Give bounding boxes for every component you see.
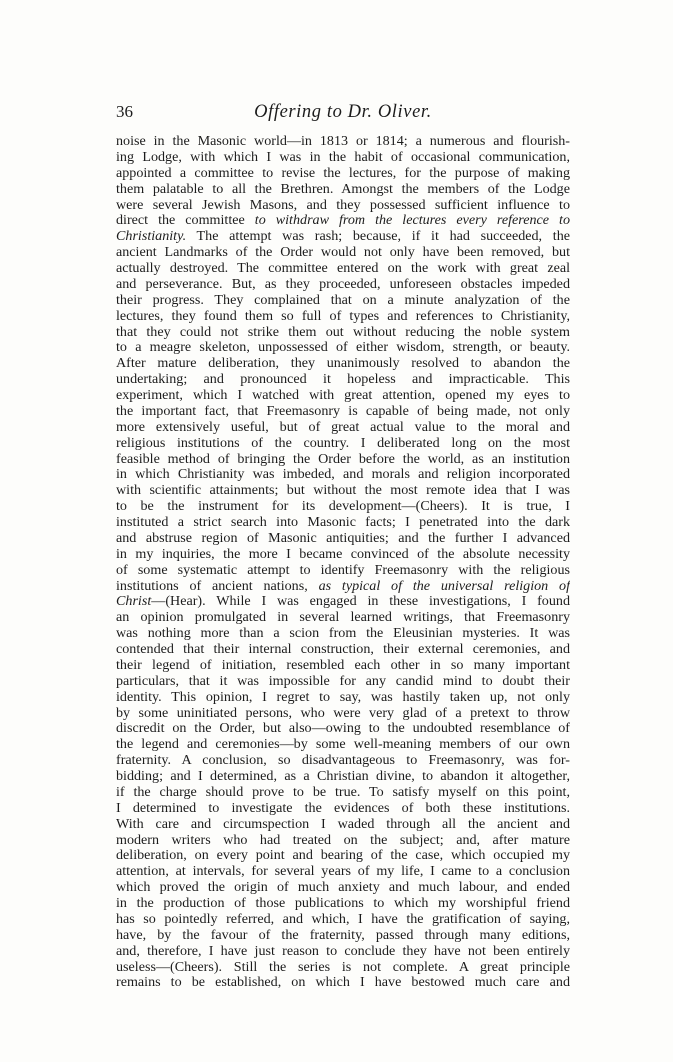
text-line — [116, 436, 570, 452]
text-run: fraternity. A conclusion, so disadvantageous to Freemasonry, was for- — [116, 753, 570, 769]
text-line — [116, 404, 570, 420]
text-run: the important fact, that Freemasonry is capable of being made, not only — [116, 403, 570, 419]
text-line — [116, 452, 570, 468]
text-line — [116, 515, 570, 531]
text-line — [116, 356, 570, 372]
text-line — [116, 753, 570, 769]
text-line — [116, 198, 570, 214]
text-line — [116, 928, 570, 944]
text-line — [116, 309, 570, 325]
text-line — [116, 245, 570, 261]
text-line — [116, 737, 570, 753]
text-line — [116, 261, 570, 277]
text-line — [116, 182, 570, 198]
text-run: that they could not strike them out without reducing the noble system — [116, 324, 570, 340]
text-line — [116, 721, 570, 737]
text-run: ing Lodge, with which I was in the habit of occasional communication, — [116, 149, 570, 165]
text-line — [116, 975, 570, 991]
text-line — [116, 626, 570, 642]
text-run: bidding; and I determined, as a Christian divine, to abandon it altogether, — [116, 769, 570, 784]
text-run: of some systematic attempt to identify Freemasonry with the religious — [116, 562, 570, 578]
text-run: particulars, that it was impossible for any candid mind to doubt their — [116, 673, 570, 689]
text-run: which proved the origin of much anxiety and much labour, and ended — [116, 880, 570, 896]
running-head — [116, 102, 570, 126]
text-line — [116, 531, 570, 547]
text-run: lectures, they found them so full of types and references to Christianity, — [116, 308, 570, 324]
text-run: attention, at intervals, for several years of my life, I came to a conclusion — [116, 864, 570, 880]
text-line — [116, 880, 570, 896]
text-run: their progress. They complained that on a minute analyzation of the — [116, 292, 570, 308]
text-run: I determined to investigate the evidences of both these institutions. — [116, 800, 570, 816]
text-run: discredit on the Order, but also—owing to the undoubted resemblance of — [116, 721, 570, 737]
text-line — [116, 579, 570, 595]
text-run: were several Jewish Masons, and they possessed sufficient influence to — [116, 197, 570, 213]
text-line — [116, 467, 570, 483]
text-run: and abstruse region of Masonic antiquities; and the further I advanced — [116, 530, 570, 546]
text-run: in the production of those publications to which my worshipful friend — [116, 896, 570, 911]
body-text — [116, 134, 570, 991]
text-run: The attempt was rash; because, if it had succeeded, the — [186, 229, 570, 245]
text-line — [116, 372, 570, 388]
text-line — [116, 848, 570, 864]
text-line — [116, 610, 570, 626]
text-run: actually destroyed. The committee entered on the work with great zeal — [116, 261, 570, 276]
italic-text: as typical of the universal religion of — [318, 578, 570, 594]
text-run: by some uninitiated persons, who were very glad of a pretext to throw — [116, 705, 570, 721]
text-line — [116, 690, 570, 706]
text-line — [116, 499, 570, 515]
text-run: useless—(Cheers). Still the series is not complete. A great principle — [116, 959, 570, 975]
text-run: and, therefore, I have just reason to conclude they have not been entirely — [116, 943, 570, 959]
text-run: in my inquiries, the more I became convinced of the absolute necessity — [116, 546, 570, 562]
text-run: ancient Landmarks of the Order would not only have been removed, but — [116, 245, 570, 261]
page-number: 36 — [116, 102, 133, 121]
text-run: and perseverance. But, as they proceeded, unforeseen obstacles impeded — [116, 276, 570, 292]
text-line — [116, 960, 570, 976]
text-run: appointed a committee to revise the lectures, for the purpose of making — [116, 165, 570, 181]
text-line — [116, 801, 570, 817]
text-run: undertaking; and pronounced it hopeless and impracticable. This — [116, 372, 570, 388]
text-run: them palatable to all the Brethren. Amongst the members of the Lodge — [116, 181, 570, 197]
text-line — [116, 864, 570, 880]
text-run: identity. This opinion, I regret to say, was hastily taken up, not only — [116, 689, 570, 705]
text-line — [116, 483, 570, 499]
text-run: the legend and ceremonies—by some well-meaning members of our own — [116, 737, 570, 753]
text-line — [116, 896, 570, 912]
text-line — [116, 833, 570, 849]
text-line — [116, 769, 570, 785]
text-line — [116, 563, 570, 579]
text-line — [116, 388, 570, 404]
text-run: have, by the favour of the fraternity, passed through many editions, — [116, 927, 570, 943]
text-line — [116, 166, 570, 182]
text-line — [116, 642, 570, 658]
text-line — [116, 594, 570, 610]
text-line — [116, 817, 570, 833]
text-run: remains to be established, on which I have bestowed much care and — [116, 975, 570, 991]
text-line — [116, 325, 570, 341]
text-line — [116, 785, 570, 801]
text-line — [116, 547, 570, 563]
text-run: experiment, which I watched with great attention, opened my eyes to — [116, 388, 570, 403]
text-run: if the charge should prove to be true. To satisfy myself on this point, — [116, 784, 570, 800]
text-run: —(Hear). While I was engaged in these investigations, I found — [151, 594, 570, 610]
text-run: to a meagre skeleton, unpossessed of either wisdom, strength, or beauty. — [116, 340, 570, 356]
text-line — [116, 134, 570, 150]
text-run: to be the instrument for its development—(Cheers). It is true, I — [116, 499, 570, 515]
italic-text: Christianity. — [116, 229, 187, 245]
text-run: their legend of initiation, resembled each other in so many important — [116, 657, 570, 673]
text-line — [116, 229, 570, 245]
text-run: with scientific attainments; but without the most remote idea that I was — [116, 483, 570, 499]
text-line — [116, 658, 570, 674]
text-run: direct the committee — [116, 213, 255, 229]
text-run: With care and circumspection I waded through all the ancient and — [116, 816, 570, 832]
text-run: an opinion promulgated in several learned writings, that Freemasonry — [116, 610, 570, 626]
text-run: was nothing more than a scion from the Eleusinian mysteries. It was — [116, 626, 570, 642]
text-line — [116, 674, 570, 690]
text-line — [116, 150, 570, 166]
text-run: modern writers who had treated on the subject; and, after mature — [116, 832, 570, 848]
italic-text: to withdraw from the lectures every reference to — [254, 213, 570, 229]
text-run: feasible method of bringing the Order before the world, as an institution — [116, 451, 570, 467]
italic-text: Christ — [116, 594, 152, 610]
text-line — [116, 912, 570, 928]
text-run: institutions of ancient nations, — [116, 578, 319, 594]
text-run: deliberation, on every point and bearing of the case, which occupied my — [116, 848, 570, 864]
text-run: After mature deliberation, they unanimously resolved to abandon the — [116, 356, 570, 372]
text-run: has so pointedly referred, and which, I have the gratification of saying, — [116, 911, 570, 927]
text-run: religious institutions of the country. I deliberated long on the most — [116, 435, 570, 451]
text-line — [116, 420, 570, 436]
text-line — [116, 293, 570, 309]
text-line — [116, 277, 570, 293]
text-line — [116, 340, 570, 356]
text-run: noise in the Masonic world—in 1813 or 1814; a numerous and flourish- — [116, 134, 570, 149]
text-run: contended that their internal construction, their external ceremonies, and — [116, 642, 570, 657]
text-run: instituted a strict search into Masonic facts; I penetrated into the dark — [116, 515, 570, 530]
text-line — [116, 706, 570, 722]
text-run: in which Christianity was imbeded, and morals and religion incorporated — [116, 467, 570, 483]
running-title: Offering to Dr. Oliver. — [254, 102, 432, 122]
text-run: more extensively useful, but of great actual value to the moral and — [116, 419, 570, 435]
text-line — [116, 213, 570, 229]
text-line — [116, 944, 570, 960]
